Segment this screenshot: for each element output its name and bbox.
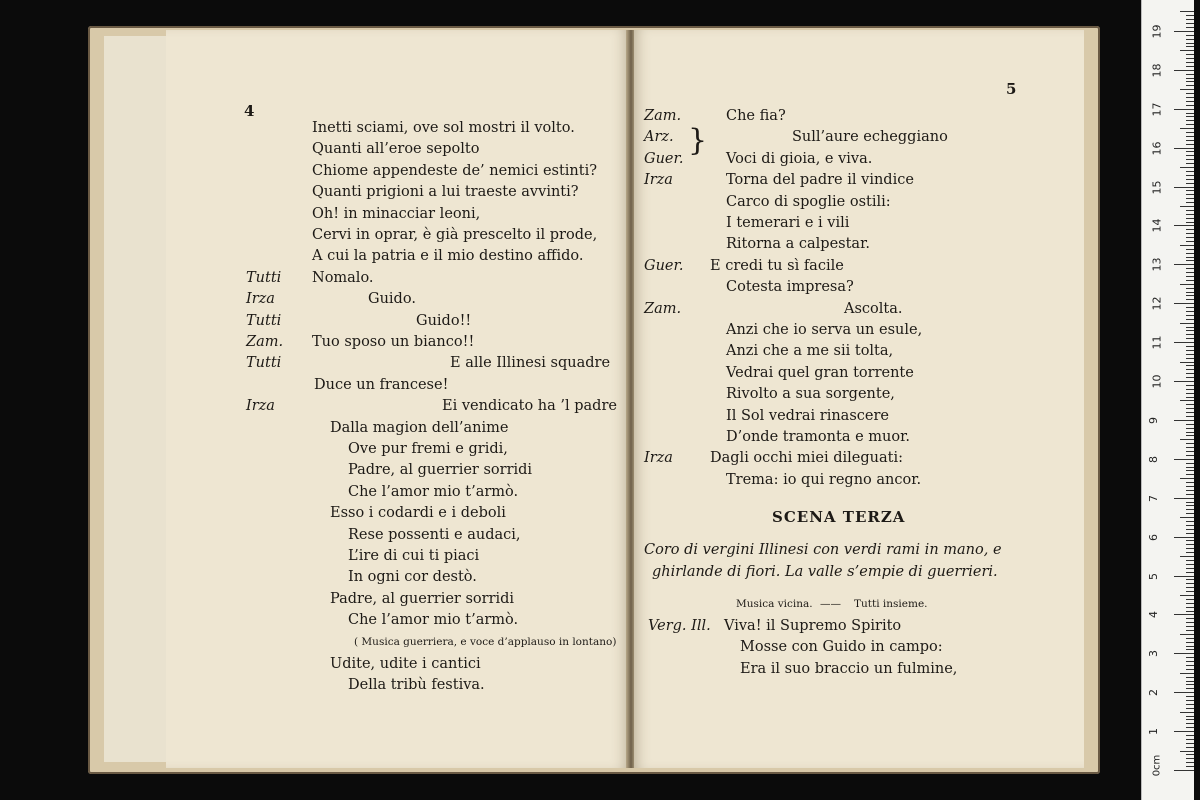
ruler-tick	[1186, 591, 1194, 592]
ruler-tick	[1186, 611, 1194, 612]
ruler-tick	[1186, 727, 1194, 728]
ruler-tick	[1186, 513, 1194, 514]
ruler-tick	[1186, 700, 1194, 701]
ruler-tick	[1186, 299, 1194, 300]
verse-line: Che l’amor mio t’armò.	[348, 483, 519, 500]
ruler-tick	[1186, 533, 1194, 534]
verse-line: Udite, udite i cantici	[330, 655, 481, 672]
ruler-tick	[1186, 151, 1194, 152]
ruler-tick	[1186, 494, 1194, 495]
ruler-tick	[1186, 97, 1194, 98]
ruler-tick	[1186, 241, 1194, 242]
ruler-tick	[1186, 424, 1194, 425]
ruler-tick	[1180, 673, 1194, 674]
verse-line: Che fia?	[726, 108, 786, 124]
ruler-tick	[1186, 276, 1194, 277]
ruler-tick	[1186, 295, 1194, 296]
ruler-tick	[1186, 502, 1194, 503]
ruler-tick	[1186, 327, 1194, 328]
verse-line: Anzi che a me sii tolta,	[726, 343, 894, 360]
ruler-tick	[1186, 579, 1194, 580]
ruler-tick	[1186, 78, 1194, 79]
ruler-tick	[1186, 93, 1194, 94]
ruler-tick	[1180, 439, 1194, 440]
ruler-tick	[1186, 307, 1194, 308]
verse-line: L’ire di cui ti piaci	[348, 548, 480, 564]
ruler-tick	[1186, 136, 1194, 137]
ruler-tick	[1186, 451, 1194, 452]
verse-line: Quanti prigioni a lui traeste avvinti?	[312, 184, 579, 201]
ruler-tick	[1186, 334, 1194, 335]
ruler-number: 13	[1150, 257, 1164, 272]
ruler-tick	[1186, 54, 1194, 55]
ruler-tick	[1186, 124, 1194, 125]
ruler-tick	[1186, 708, 1194, 709]
ruler-tick	[1186, 583, 1194, 584]
ruler-tick	[1186, 766, 1194, 767]
ruler-tick	[1186, 560, 1194, 561]
ruler-tick	[1186, 758, 1194, 759]
ruler-tick	[1186, 85, 1194, 86]
ruler-number: 7	[1147, 494, 1160, 502]
ruler-tick	[1186, 358, 1194, 359]
ruler-tick	[1186, 272, 1194, 273]
verse-line: Ove pur fremi e gridi,	[348, 441, 508, 457]
ruler-tick	[1180, 751, 1194, 752]
speaker-name: Tutti	[246, 312, 282, 329]
ruler-tick	[1174, 187, 1194, 188]
ruler-tick	[1186, 587, 1194, 588]
ruler-tick	[1186, 529, 1194, 530]
ruler-tick	[1186, 268, 1194, 269]
speaker-name: Irza	[644, 172, 673, 189]
verse-line: Dagli occhi miei dileguati:	[710, 450, 903, 467]
ruler-tick	[1174, 653, 1194, 654]
verse-line: D’onde tramonta e muor.	[726, 429, 911, 445]
ruler-tick	[1186, 280, 1194, 281]
ruler-tick	[1186, 222, 1194, 223]
right-page	[634, 30, 1084, 768]
ruler-tick	[1186, 214, 1194, 215]
verse-line: Guido.	[368, 291, 416, 308]
ruler-number: 17	[1150, 102, 1164, 117]
ruler-number: 19	[1150, 24, 1164, 39]
speaker-name: Tutti	[246, 269, 282, 286]
verse-line: Nomalo.	[312, 269, 374, 286]
verse-line: E credi tu sì facile	[710, 257, 844, 274]
ruler-tick	[1186, 315, 1194, 316]
verse-line: Ei vendicato ha ’l padre	[442, 398, 617, 415]
verse-line: Chiome appendeste de’ nemici estinti?	[312, 162, 598, 179]
ruler-tick	[1186, 229, 1194, 230]
ruler-tick	[1186, 490, 1194, 491]
ruler-tick	[1186, 704, 1194, 705]
ruler-number: 2	[1147, 689, 1160, 697]
ruler-tick	[1186, 338, 1194, 339]
speaker-name: Zam.	[246, 334, 284, 350]
ruler-tick	[1186, 432, 1194, 433]
ruler-tick	[1174, 109, 1194, 110]
ruler-tick	[1186, 603, 1194, 604]
ruler-tick	[1174, 381, 1194, 382]
ruler-tick	[1186, 179, 1194, 180]
speaker-name: Zam.	[644, 300, 682, 317]
ruler-tick	[1186, 443, 1194, 444]
verse-line: Ritorna a calpestar.	[726, 236, 871, 253]
page-number-right: 5	[1006, 80, 1017, 98]
ruler-number: 15	[1150, 180, 1164, 194]
ruler-number: 5	[1147, 572, 1160, 580]
ruler-tick	[1186, 288, 1194, 289]
ruler-tick	[1186, 373, 1194, 374]
ruler-tick	[1186, 144, 1194, 145]
ruler-tick	[1180, 128, 1194, 129]
verse-line: Il Sol vedrai rinascere	[726, 407, 889, 424]
ruler-tick	[1186, 435, 1194, 436]
ruler-tick	[1186, 233, 1194, 234]
ruler-tick	[1186, 677, 1194, 678]
scene-heading: SCENA TERZA	[772, 508, 906, 526]
ruler-tick	[1186, 568, 1194, 569]
ruler-tick	[1180, 323, 1194, 324]
ruler-tick	[1186, 253, 1194, 254]
ruler-tick	[1186, 19, 1194, 20]
verse-line: Ascolta.	[844, 300, 903, 317]
ruler-tick	[1180, 362, 1194, 363]
ruler-tick	[1186, 365, 1194, 366]
ruler-tick	[1180, 517, 1194, 518]
chorus-speaker: Verg. Ill.	[648, 618, 711, 634]
ruler-tick	[1186, 35, 1194, 36]
ruler-tick	[1186, 719, 1194, 720]
ruler-tick	[1174, 70, 1194, 71]
ruler-tick	[1186, 404, 1194, 405]
ruler-tick	[1180, 400, 1194, 401]
verse-line: Quanti all’eroe sepolto	[312, 141, 480, 158]
ruler-tick	[1186, 74, 1194, 75]
ruler-number: 3	[1147, 650, 1160, 658]
verse-line: Rese possenti e audaci,	[348, 526, 521, 543]
ruler-tick	[1186, 15, 1194, 16]
verse-line: Guido!!	[416, 312, 472, 329]
ruler-tick	[1186, 688, 1194, 689]
ruler-tick	[1186, 455, 1194, 456]
ruler-number: 9	[1147, 416, 1160, 424]
ruler-tick	[1186, 486, 1194, 487]
verse-line: Dalla magion dell’anime	[330, 419, 509, 436]
ruler-tick	[1186, 630, 1194, 631]
ruler-tick	[1186, 210, 1194, 211]
ruler-tick	[1186, 155, 1194, 156]
verse-line: Che l’amor mio t’armò.	[348, 612, 519, 629]
ruler-tick	[1186, 681, 1194, 682]
ruler-tick	[1186, 198, 1194, 199]
ruler-tick	[1186, 194, 1194, 195]
ruler-tick	[1186, 389, 1194, 390]
ruler-tick	[1174, 692, 1194, 693]
speaker-name: Tutti	[246, 355, 282, 372]
ruler-tick	[1186, 626, 1194, 627]
music-note-dash: ——	[820, 598, 841, 610]
ruler-tick	[1186, 669, 1194, 670]
ruler-tick	[1180, 634, 1194, 635]
speaker-name: Arz.	[644, 129, 674, 146]
speaker-name: Zam.	[644, 108, 682, 124]
ruler-tick	[1186, 319, 1194, 320]
ruler-number: 11	[1150, 335, 1164, 350]
ruler-tick	[1186, 521, 1194, 522]
ruler-tick	[1186, 661, 1194, 662]
ruler-tick	[1186, 638, 1194, 639]
ruler-tick	[1186, 175, 1194, 176]
scene-description-line: ghirlande di fiori. La valle s’empie di guerrieri.	[652, 564, 998, 580]
ruler-tick	[1186, 249, 1194, 250]
ruler-tick	[1186, 743, 1194, 744]
verse-line: In ogni cor destò.	[348, 569, 477, 586]
verse-line: Esso i codardi e i deboli	[330, 505, 506, 522]
ruler-tick	[1180, 712, 1194, 713]
ruler-tick	[1186, 548, 1194, 549]
ruler-tick	[1186, 292, 1194, 293]
ruler-tick	[1186, 237, 1194, 238]
verse-line: Oh! in minacciar leoni,	[312, 205, 481, 222]
ruler-tick	[1186, 525, 1194, 526]
ruler-tick	[1186, 552, 1194, 553]
ruler-tick	[1186, 23, 1194, 24]
verse-line: Rivolto a sua sorgente,	[726, 386, 895, 403]
ruler-tick	[1186, 474, 1194, 475]
music-note: Musica vicina.	[736, 598, 813, 610]
verse-line: Carco di spoglie ostili:	[726, 193, 891, 210]
measurement-ruler	[1141, 0, 1194, 800]
ruler-tick	[1186, 684, 1194, 685]
ruler-tick	[1186, 101, 1194, 102]
ruler-tick	[1180, 50, 1194, 51]
ruler-tick	[1186, 377, 1194, 378]
ruler-tick	[1186, 482, 1194, 483]
ruler-tick	[1174, 459, 1194, 460]
ruler-tick	[1186, 385, 1194, 386]
ruler-tick	[1180, 556, 1194, 557]
ruler-tick	[1186, 509, 1194, 510]
ruler-tick	[1186, 159, 1194, 160]
ruler-number: 12	[1150, 296, 1164, 311]
ruler-number: 4	[1147, 611, 1160, 619]
ruler-tick	[1186, 618, 1194, 619]
ruler-tick	[1186, 505, 1194, 506]
ruler-tick	[1186, 696, 1194, 697]
ruler-tick	[1186, 311, 1194, 312]
ruler-tick	[1186, 113, 1194, 114]
ruler-tick	[1186, 397, 1194, 398]
ruler-tick	[1174, 770, 1194, 771]
ruler-tick	[1186, 105, 1194, 106]
ruler-tick	[1186, 607, 1194, 608]
verse-line: Era il suo braccio un fulmine,	[740, 660, 958, 677]
ruler-number: 8	[1147, 455, 1160, 463]
ruler-tick	[1186, 599, 1194, 600]
verse-line: Cotesta impresa?	[726, 279, 854, 296]
ruler-tick	[1186, 171, 1194, 172]
left-page	[166, 30, 628, 768]
ruler-tick	[1186, 260, 1194, 261]
ruler-tick	[1186, 66, 1194, 67]
verse-line: Inetti sciami, ove sol mostri il volto.	[312, 120, 575, 136]
stage-direction: ( Musica guerriera, e voce d’applauso in lontano)	[354, 635, 617, 648]
ruler-tick	[1174, 225, 1194, 226]
ruler-tick	[1186, 544, 1194, 545]
ruler-tick	[1186, 735, 1194, 736]
ruler-tick	[1186, 120, 1194, 121]
speaker-name: Guer.	[644, 257, 684, 274]
ruler-tick	[1186, 572, 1194, 573]
speaker-name: Irza	[246, 291, 275, 308]
ruler-tick	[1186, 428, 1194, 429]
ruler-tick	[1186, 723, 1194, 724]
ruler-tick	[1186, 346, 1194, 347]
ruler-tick	[1180, 595, 1194, 596]
ruler-tick	[1186, 62, 1194, 63]
verse-line: Torna del padre il vindice	[726, 172, 914, 189]
ruler-tick	[1186, 218, 1194, 219]
verse-line: Viva! il Supremo Spirito	[724, 618, 902, 634]
verse-line: Mosse con Guido in campo:	[740, 639, 943, 656]
ruler-tick	[1180, 11, 1194, 12]
verse-line: Voci di gioia, e viva.	[726, 150, 873, 167]
ruler-number: 16	[1150, 141, 1164, 156]
ruler-tick	[1186, 622, 1194, 623]
ruler-tick	[1186, 747, 1194, 748]
ruler-tick	[1180, 478, 1194, 479]
ruler-tick	[1186, 649, 1194, 650]
ruler-tick	[1186, 716, 1194, 717]
verse-line: I temerari e i vili	[726, 215, 850, 231]
speaker-name: Irza	[246, 398, 275, 415]
ruler-tick	[1186, 46, 1194, 47]
ruler-tick	[1186, 762, 1194, 763]
ruler-tick	[1174, 303, 1194, 304]
ruler-number: 18	[1150, 63, 1164, 78]
ruler-number: 6	[1147, 533, 1160, 541]
speaker-name: Irza	[644, 450, 673, 467]
ruler-tick	[1186, 416, 1194, 417]
ruler-tick	[1186, 132, 1194, 133]
verse-line: Sull’aure echeggiano	[792, 129, 948, 146]
verse-line: Trema: io qui regno ancor.	[726, 471, 922, 488]
speaker-brace: }	[688, 123, 708, 158]
verse-line: Duce un francese!	[314, 376, 449, 393]
speaker-name: Guer.	[644, 150, 684, 167]
ruler-tick	[1186, 754, 1194, 755]
verse-line: Tuo sposo un bianco!!	[312, 334, 475, 350]
ruler-tick	[1180, 167, 1194, 168]
ruler-number: 10	[1150, 374, 1164, 389]
ruler-tick	[1174, 576, 1194, 577]
ruler-tick	[1186, 642, 1194, 643]
ruler-tick	[1186, 564, 1194, 565]
ruler-tick	[1186, 81, 1194, 82]
ruler-tick	[1186, 646, 1194, 647]
ruler-tick	[1186, 540, 1194, 541]
ruler-tick	[1180, 284, 1194, 285]
verse-line: A cui la patria e il mio destino affido.	[312, 248, 584, 265]
ruler-tick	[1186, 190, 1194, 191]
ruler-tick	[1186, 354, 1194, 355]
ruler-unit-label: 0cm	[1151, 754, 1163, 777]
ruler-tick	[1186, 408, 1194, 409]
ruler-tick	[1186, 27, 1194, 28]
ruler-number: 14	[1150, 218, 1164, 233]
ruler-tick	[1186, 463, 1194, 464]
ruler-tick	[1186, 369, 1194, 370]
ruler-tick	[1186, 39, 1194, 40]
ruler-tick	[1186, 330, 1194, 331]
ruler-tick	[1186, 350, 1194, 351]
ruler-tick	[1186, 163, 1194, 164]
ruler-tick	[1186, 739, 1194, 740]
ruler-tick	[1186, 412, 1194, 413]
ruler-tick	[1174, 614, 1194, 615]
verse-line: Padre, al guerrier sorridi	[348, 462, 533, 479]
page-number-left: 4	[244, 102, 255, 120]
ruler-tick	[1174, 264, 1194, 265]
ruler-tick	[1186, 447, 1194, 448]
verse-line: Vedrai quel gran torrente	[726, 364, 914, 381]
verse-line: Cervi in oprar, è già prescelto il prode,	[312, 227, 598, 243]
ruler-tick	[1186, 140, 1194, 141]
ruler-tick	[1174, 342, 1194, 343]
ruler-tick	[1180, 89, 1194, 90]
scene-description-line: Coro di vergini Illinesi con verdi rami in mano, e	[644, 542, 1002, 558]
ruler-tick	[1186, 470, 1194, 471]
ruler-tick	[1186, 665, 1194, 666]
ruler-tick	[1186, 43, 1194, 44]
ruler-tick	[1174, 731, 1194, 732]
ruler-tick	[1174, 31, 1194, 32]
music-note: Tutti insieme.	[854, 598, 928, 610]
verse-line: E alle Illinesi squadre	[450, 355, 611, 372]
ruler-number: 1	[1147, 728, 1160, 736]
ruler-tick	[1174, 420, 1194, 421]
ruler-tick	[1180, 206, 1194, 207]
ruler-tick	[1186, 657, 1194, 658]
ruler-tick	[1174, 537, 1194, 538]
verse-line: Padre, al guerrier sorridi	[330, 590, 515, 607]
ruler-tick	[1186, 393, 1194, 394]
ruler-tick	[1174, 498, 1194, 499]
verse-line: Della tribù festiva.	[348, 677, 485, 693]
ruler-tick	[1180, 245, 1194, 246]
ruler-tick	[1186, 202, 1194, 203]
ruler-tick	[1186, 116, 1194, 117]
ruler-tick	[1186, 467, 1194, 468]
flyleaf	[104, 36, 169, 762]
ruler-tick	[1174, 148, 1194, 149]
ruler-tick	[1186, 58, 1194, 59]
ruler-tick	[1186, 257, 1194, 258]
ruler-tick	[1186, 183, 1194, 184]
verse-line: Anzi che io serva un esule,	[726, 322, 923, 338]
